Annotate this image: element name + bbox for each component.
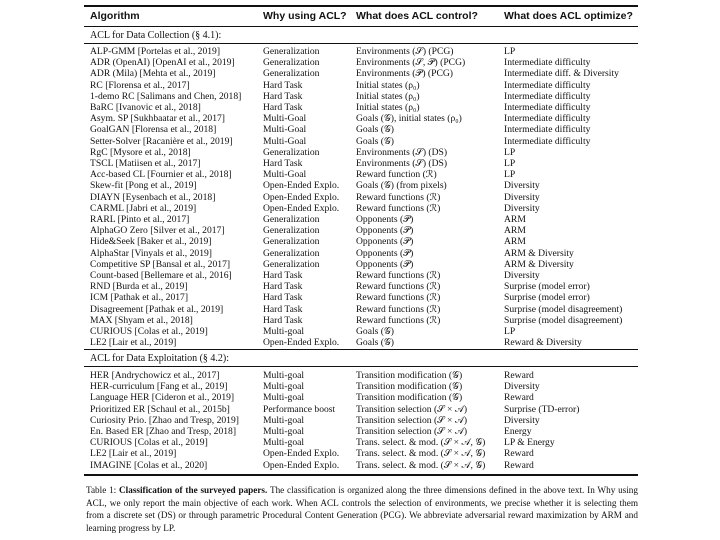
caption-bold: Classification of the surveyed papers. — [119, 485, 268, 495]
control-cell: Trans. select. & mod. (𝒮 × 𝒜, 𝒢) — [356, 437, 486, 449]
why-cell: Generalization — [263, 225, 320, 237]
control-cell: Initial states (ρ₀) — [356, 79, 420, 91]
why-cell: Multi-goal — [263, 414, 305, 426]
algorithm-cell: CARML [Jabri et al., 2019] — [90, 202, 197, 214]
why-cell: Hard Task — [263, 79, 303, 91]
algorithm-cell: Count-based [Bellemare et al., 2016] — [90, 270, 232, 281]
table-row — [0, 192, 720, 203]
optimize-cell: Diversity — [504, 180, 540, 192]
table-row — [0, 326, 720, 337]
control-cell: Goals (𝒢) — [356, 326, 395, 337]
control-cell: Reward functions (ℛ) — [356, 292, 441, 304]
why-cell: Multi-goal — [263, 426, 305, 437]
algorithm-cell: ICM [Pathak et al., 2017] — [90, 292, 189, 304]
table-row — [0, 214, 720, 225]
optimize-cell: ARM — [504, 236, 526, 248]
algorithm-cell: RgC [Mysore et al., 2018] — [90, 146, 191, 158]
why-cell: Hard Task — [263, 314, 303, 326]
algorithm-cell: CURIOUS [Colas et al., 2019] — [90, 437, 208, 449]
why-cell: Hard Task — [263, 102, 303, 113]
why-cell: Generalization — [263, 214, 320, 225]
why-cell: Generalization — [263, 247, 320, 259]
why-cell: Performance boost — [263, 403, 336, 415]
why-cell: Generalization — [263, 68, 320, 80]
optimize-cell: Surprise (TD-error) — [504, 403, 580, 415]
algorithm-cell: AlphaGO Zero [Silver et al., 2017] — [90, 225, 225, 237]
algorithm-cell: LE2 [Lair et al., 2019] — [90, 337, 177, 349]
algorithm-cell: Acc-based CL [Fournier et al., 2018] — [90, 169, 232, 181]
control-cell: Environments (𝒮) (DS) — [356, 146, 448, 158]
algorithm-cell: MAX [Shyam et al., 2018] — [90, 314, 193, 326]
control-cell: Transition modification (𝒢) — [356, 381, 463, 393]
why-cell: Multi-Goal — [263, 169, 307, 181]
optimize-cell: Intermediate diff. & Diversity — [504, 68, 619, 80]
table-row — [0, 315, 720, 326]
control-cell: Opponents (𝒫) — [356, 247, 414, 259]
optimize-cell: Surprise (model disagreement) — [504, 314, 623, 326]
algorithm-cell: HER [Andrychowicz et al., 2017] — [90, 370, 220, 381]
section2-rule — [84, 366, 638, 367]
why-cell: Generalization — [263, 57, 320, 69]
algorithm-cell: Curiosity Prio. [Zhao and Tresp, 2019] — [90, 414, 239, 426]
why-cell: Hard Task — [263, 303, 303, 315]
control-cell: Transition selection (𝒮 × 𝒜) — [356, 403, 468, 415]
table-row — [0, 102, 720, 113]
caption-text: The classification is organized along the three dimensions defined in the above text. In Why using ACL, we only report the main objective of each work. When ACL controls the selection of environments, we precise whether it is selecting them from a discrete set (DS) or through parametric Procedural Content Generation (PCG). We abbreviate adversarial reward maximization by ARM and learning progress by LP. — [86, 485, 638, 533]
optimize-cell: Intermediate difficulty — [504, 124, 591, 136]
control-cell: Goals (𝒢), initial states (ρ₀) — [356, 113, 462, 125]
why-cell: Multi-goal — [263, 370, 305, 381]
control-cell: Transition selection (𝒮 × 𝒜) — [356, 426, 468, 437]
table-row — [0, 248, 720, 259]
why-cell: Hard Task — [263, 158, 303, 169]
table-row — [0, 381, 720, 392]
why-cell: Multi-goal — [263, 326, 305, 337]
table-row — [0, 304, 720, 315]
control-cell: Opponents (𝒫) — [356, 236, 414, 248]
why-cell: Open-Ended Explo. — [263, 202, 340, 214]
control-cell: Trans. select. & mod. (𝒮 × 𝒜, 𝒢) — [356, 448, 486, 460]
table-row — [0, 281, 720, 292]
algorithm-cell: Hide&Seek [Baker et al., 2019] — [90, 236, 212, 248]
optimize-cell: Surprise (model error) — [504, 281, 590, 293]
table-row — [0, 292, 720, 303]
control-cell: Environments (𝒮, 𝒫) (PCG) — [356, 57, 466, 69]
algorithm-cell: AlphaStar [Vinyals et al., 2019] — [90, 247, 212, 259]
section-data-exploitation: ACL for Data Exploitation (§ 4.2): — [90, 353, 230, 364]
algorithm-cell: Competitive SP [Bansal et al., 2017] — [90, 258, 231, 270]
optimize-cell: LP — [504, 326, 516, 337]
optimize-cell: ARM — [504, 225, 526, 237]
optimize-cell: Diversity — [504, 191, 540, 203]
table-row — [0, 180, 720, 191]
optimize-cell: Surprise (model error) — [504, 292, 590, 304]
control-cell: Goals (𝒢) — [356, 337, 395, 349]
optimize-cell: LP — [504, 46, 516, 57]
algorithm-cell: LE2 [Lair et al., 2019] — [90, 448, 177, 460]
control-cell: Opponents (𝒫) — [356, 225, 414, 237]
control-cell: Reward functions (ℛ) — [356, 191, 441, 203]
why-cell: Open-Ended Explo. — [263, 180, 340, 192]
control-cell: Goals (𝒢) — [356, 124, 395, 136]
control-cell: Reward functions (ℛ) — [356, 202, 441, 214]
why-cell: Hard Task — [263, 281, 303, 293]
control-cell: Transition modification (𝒢) — [356, 392, 463, 404]
section2-top-rule — [84, 349, 638, 350]
algorithm-cell: En. Based ER [Zhao and Tresp, 2018] — [90, 426, 237, 437]
caption-label: Table 1: — [86, 485, 117, 495]
optimize-cell: LP — [504, 146, 516, 158]
control-cell: Opponents (𝒫) — [356, 258, 414, 270]
header-algorithm: Algorithm — [90, 10, 140, 22]
section-data-collection: ACL for Data Collection (§ 4.1): — [90, 30, 222, 41]
algorithm-cell: ALP-GMM [Portelas et al., 2019] — [90, 46, 221, 57]
table-row — [0, 91, 720, 102]
table-row — [0, 203, 720, 214]
optimize-cell: Diversity — [504, 270, 540, 281]
optimize-cell: Intermediate difficulty — [504, 135, 591, 147]
table-row — [0, 337, 720, 348]
bottom-rule — [84, 474, 638, 476]
why-cell: Multi-Goal — [263, 113, 307, 125]
table-row — [0, 80, 720, 91]
control-cell: Goals (𝒢) — [356, 135, 395, 147]
algorithm-cell: RARL [Pinto et al., 2017] — [90, 214, 190, 225]
optimize-cell: Intermediate difficulty — [504, 102, 591, 113]
control-cell: Reward functions (ℛ) — [356, 303, 441, 315]
why-cell: Open-Ended Explo. — [263, 191, 340, 203]
why-cell: Open-Ended Explo. — [263, 459, 340, 471]
control-cell: Reward function (ℛ) — [356, 169, 437, 181]
header-control: What does ACL control? — [356, 10, 478, 22]
algorithm-cell: HER-curriculum [Fang et al., 2019] — [90, 381, 228, 393]
control-cell: Transition selection (𝒮 × 𝒜) — [356, 414, 468, 426]
why-cell: Generalization — [263, 46, 320, 57]
optimize-cell: Intermediate difficulty — [504, 113, 591, 125]
table-row — [0, 158, 720, 169]
algorithm-cell: RND [Burda et al., 2019] — [90, 281, 188, 293]
optimize-cell: LP — [504, 158, 516, 169]
control-cell: Environments (𝒫) (PCG) — [356, 68, 453, 80]
table-row — [0, 46, 720, 57]
control-cell: Initial states (ρ₀) — [356, 102, 420, 113]
algorithm-cell: CURIOUS [Colas et al., 2019] — [90, 326, 208, 337]
optimize-cell: Intermediate difficulty — [504, 90, 591, 102]
table-row — [0, 169, 720, 180]
algorithm-cell: 1-demo RC [Salimans and Chen, 2018] — [90, 90, 242, 102]
why-cell: Multi-Goal — [263, 124, 307, 136]
control-cell: Trans. select. & mod. (𝒮 × 𝒜, 𝒢) — [356, 459, 486, 471]
why-cell: Generalization — [263, 146, 320, 158]
why-cell: Multi-goal — [263, 392, 305, 404]
table-row — [0, 236, 720, 247]
optimize-cell: Diversity — [504, 414, 540, 426]
optimize-cell: Diversity — [504, 202, 540, 214]
table-row — [0, 460, 720, 471]
table-row — [0, 370, 720, 381]
optimize-cell: Reward & Diversity — [504, 337, 582, 349]
optimize-cell: ARM — [504, 214, 526, 225]
table-row — [0, 270, 720, 281]
optimize-cell: LP & Energy — [504, 437, 555, 449]
why-cell: Generalization — [263, 236, 320, 248]
table-row — [0, 404, 720, 415]
control-cell: Opponents (𝒫) — [356, 214, 414, 225]
algorithm-cell: ADR (OpenAI) [OpenAI et al., 2019] — [90, 57, 235, 69]
why-cell: Multi-goal — [263, 381, 305, 393]
why-cell: Hard Task — [263, 270, 303, 281]
algorithm-cell: IMAGINE [Colas et al., 2020] — [90, 459, 208, 471]
section1-rule — [84, 43, 638, 44]
table-row — [0, 448, 720, 459]
why-cell: Hard Task — [263, 90, 303, 102]
optimize-cell: Intermediate difficulty — [504, 79, 591, 91]
table-row — [0, 124, 720, 135]
table-row — [0, 225, 720, 236]
algorithm-cell: Prioritized ER [Schaul et al., 2015b] — [90, 403, 230, 415]
algorithm-cell: Language HER [Cideron et al., 2019] — [90, 392, 235, 404]
table-row — [0, 392, 720, 403]
header-why: Why using ACL? — [263, 10, 347, 22]
optimize-cell: Reward — [504, 392, 534, 404]
table-row — [0, 259, 720, 270]
control-cell: Goals (𝒢) (from pixels) — [356, 180, 447, 192]
top-rule — [84, 5, 638, 7]
algorithm-cell: Skew-fit [Pong et al., 2019] — [90, 180, 197, 192]
algorithm-cell: TSCL [Matiisen et al., 2017] — [90, 158, 201, 169]
table-row — [0, 113, 720, 124]
table-row — [0, 147, 720, 158]
algorithm-cell: Asym. SP [Sukhbaatar et al., 2017] — [90, 113, 226, 125]
why-cell: Multi-goal — [263, 437, 305, 449]
why-cell: Open-Ended Explo. — [263, 448, 340, 460]
control-cell: Reward functions (ℛ) — [356, 270, 441, 281]
algorithm-cell: GoalGAN [Florensa et al., 2018] — [90, 124, 217, 136]
why-cell: Generalization — [263, 258, 320, 270]
control-cell: Initial states (ρ₀) — [356, 90, 420, 102]
control-cell: Environments (𝒮) (PCG) — [356, 46, 454, 57]
table-row — [0, 437, 720, 448]
optimize-cell: Energy — [504, 426, 532, 437]
control-cell: Transition modification (𝒢) — [356, 370, 463, 381]
table-row — [0, 415, 720, 426]
why-cell: Multi-Goal — [263, 135, 307, 147]
table-row — [0, 68, 720, 79]
algorithm-cell: ADR (Mila) [Mehta et al., 2019] — [90, 68, 216, 80]
algorithm-cell: DIAYN [Eysenbach et al., 2018] — [90, 191, 216, 203]
table-row — [0, 426, 720, 437]
algorithm-cell: RC [Florensa et al., 2017] — [90, 79, 190, 91]
optimize-cell: Surprise (model disagreement) — [504, 303, 623, 315]
optimize-cell: Intermediate difficulty — [504, 57, 591, 69]
algorithm-cell: Setter-Solver [Racanière et al., 2019] — [90, 135, 233, 147]
control-cell: Reward functions (ℛ) — [356, 314, 441, 326]
optimize-cell: ARM & Diversity — [504, 258, 574, 270]
optimize-cell: Diversity — [504, 381, 540, 393]
control-cell: Environments (𝒮) (DS) — [356, 158, 448, 169]
optimize-cell: Reward — [504, 370, 534, 381]
control-cell: Reward functions (ℛ) — [356, 281, 441, 293]
algorithm-cell: BaRC [Ivanovic et al., 2018] — [90, 102, 201, 113]
optimize-cell: Reward — [504, 459, 534, 471]
optimize-cell: LP — [504, 169, 516, 181]
algorithm-cell: Disagreement [Pathak et al., 2019] — [90, 303, 224, 315]
table-row — [0, 57, 720, 68]
table-caption — [86, 484, 638, 534]
header-optimize: What does ACL optimize? — [504, 10, 633, 22]
optimize-cell: Reward — [504, 448, 534, 460]
why-cell: Open-Ended Explo. — [263, 337, 340, 349]
header-rule — [84, 26, 638, 27]
table-row — [0, 136, 720, 147]
optimize-cell: ARM & Diversity — [504, 247, 574, 259]
why-cell: Hard Task — [263, 292, 303, 304]
